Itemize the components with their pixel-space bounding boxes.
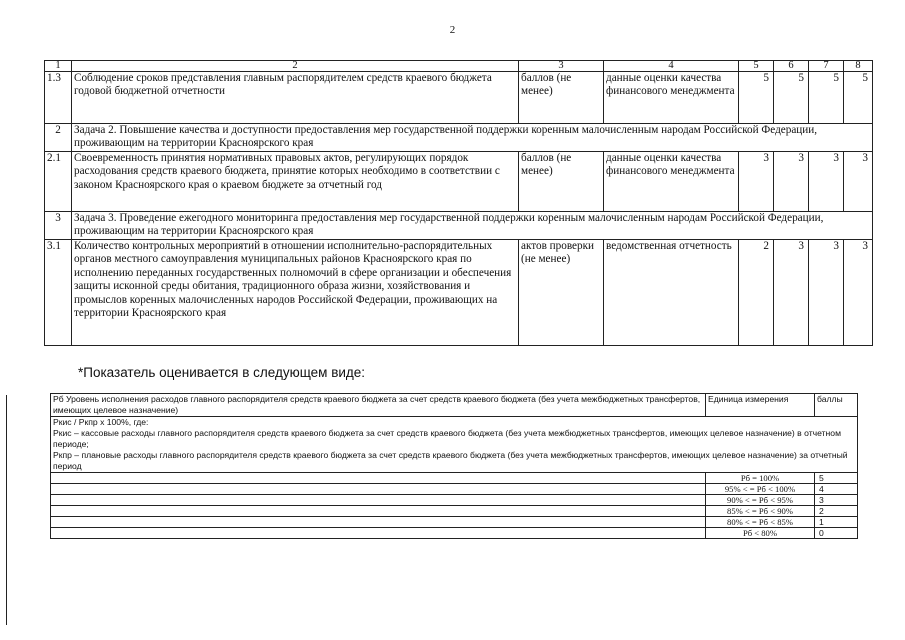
unit-cell: актов проверки (не менее) [519, 240, 604, 346]
score-cell: 0 [815, 528, 858, 539]
score-cell: 5 [815, 473, 858, 484]
scoring-header-row [51, 394, 858, 417]
table-row [45, 240, 873, 346]
task-heading: Задача 2. Повышение качества и доступности предоставления мер государственной поддержки коренным малочисленным народам Российской Федерации, проживающим на территории Красноярского края [72, 124, 873, 152]
score-cell: 2 [815, 506, 858, 517]
value-cell: 3 [809, 152, 844, 212]
range-cell: Рб < 80% [706, 528, 815, 539]
value-cell: 3 [844, 152, 873, 212]
col-header: 1 [45, 61, 72, 72]
range-row [51, 484, 858, 495]
task-row [45, 124, 873, 152]
row-number: 2 [45, 124, 72, 152]
score-cell: 3 [815, 495, 858, 506]
row-number: 3.1 [45, 240, 72, 346]
indicator-title: Рб Уровень исполнения расходов главного распорядителя средств краевого бюджета за счет средств краевого бюджета (без учета межбюджетных трансфертов, имеющих целевое назначение) [51, 394, 706, 417]
range-cell: 90% < = Рб < 95% [706, 495, 815, 506]
score-cell: 4 [815, 484, 858, 495]
scan-edge-line [6, 395, 7, 625]
source-cell: данные оценки качества финансового менеджмента [604, 152, 739, 212]
range-cell: Рб = 100% [706, 473, 815, 484]
col-header: 4 [604, 61, 739, 72]
col-header: 2 [72, 61, 519, 72]
indicator-name: Соблюдение сроков представления главным распорядителем средств краевого бюджета годовой бюджетной отчетности [72, 72, 519, 124]
range-row [51, 506, 858, 517]
definition-fact: Ркис – кассовые расходы главного распорядителя средств краевого бюджета за счет средств краевого бюджета (без учета межбюджетных трансфертов, имеющих целевое назначение) в отчетном периоде; [53, 428, 841, 449]
range-row [51, 528, 858, 539]
value-cell: 3 [844, 240, 873, 346]
range-row [51, 473, 858, 484]
range-cell: 85% < = Рб < 90% [706, 506, 815, 517]
unit-cell: баллов (не менее) [519, 152, 604, 212]
value-cell: 2 [739, 240, 774, 346]
row-number: 1.3 [45, 72, 72, 124]
unit-cell: баллов (не менее) [519, 72, 604, 124]
source-cell: ведомственная отчетность [604, 240, 739, 346]
col-header: 3 [519, 61, 604, 72]
formula-row [51, 417, 858, 473]
row-number: 2.1 [45, 152, 72, 212]
unit-header: Единица измерения [706, 394, 815, 417]
col-header: 6 [774, 61, 809, 72]
indicators-table [44, 60, 873, 346]
formula: Ркис / Ркпр х 100%, где: [53, 417, 149, 427]
col-header: 8 [844, 61, 873, 72]
task-row [45, 212, 873, 240]
indicator-name: Своевременность принятия нормативных правовых актов, регулирующих порядок расходования средств краевого бюджета, принятие которых необходимо в соответствии с законом Красноярского края о краевом бюджете за отчетный год [72, 152, 519, 212]
score-cell: 1 [815, 517, 858, 528]
value-cell: 5 [774, 72, 809, 124]
column-number-row [45, 61, 873, 72]
value-cell: 5 [844, 72, 873, 124]
range-cell: 95% < = Рб < 100% [706, 484, 815, 495]
source-cell: данные оценки качества финансового менеджмента [604, 72, 739, 124]
value-cell: 3 [739, 152, 774, 212]
task-heading: Задача 3. Проведение ежегодного мониторинга предоставления мер государственной поддержки коренным малочисленным народам Российской Федерации, проживающим на территории Красноярского края [72, 212, 873, 240]
definition-plan: Ркпр – плановые расходы главного распорядителя средств краевого бюджета за счет средств краевого бюджета (без учета межбюджетных трансфертов, имеющих целевое назначение) за отчетный период [53, 450, 848, 471]
col-header: 5 [739, 61, 774, 72]
col-header: 7 [809, 61, 844, 72]
range-row [51, 517, 858, 528]
indicator-name: Количество контрольных мероприятий в отношении исполнительно-распорядительных органов местного самоуправления муниципальных районов Красноярского края по исполнению переданных государственных полномочий в сфере организации и обеспечения защиты исконной среды обитания, традиционного образа жизни, хозяйствования и промыслов коренных малочисленных народов Российской Федерации, проживающих на территории Красноярского края [72, 240, 519, 346]
value-cell: 3 [809, 240, 844, 346]
row-number: 3 [45, 212, 72, 240]
value-cell: 5 [809, 72, 844, 124]
evaluation-note: *Показатель оценивается в следующем виде: [78, 365, 366, 380]
value-cell: 5 [739, 72, 774, 124]
page-number: 2 [449, 24, 456, 36]
value-cell: 3 [774, 152, 809, 212]
table-row [45, 72, 873, 124]
table-row [45, 152, 873, 212]
range-row [51, 495, 858, 506]
value-cell: 3 [774, 240, 809, 346]
score-header: баллы [815, 394, 858, 417]
range-cell: 80% < = Рб < 85% [706, 517, 815, 528]
scoring-table [50, 393, 858, 539]
